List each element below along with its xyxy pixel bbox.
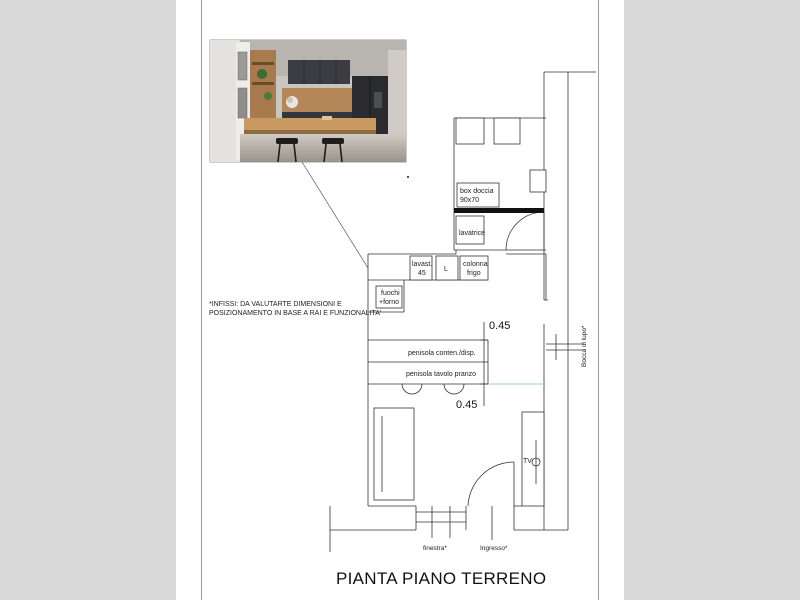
- note-line-2: POSIZIONAMENTO IN BASE A RAI E FUNZIONALITA': [209, 310, 382, 317]
- label-lavatrice: lavatrice: [459, 230, 486, 237]
- label-lavastoviglie: lavast.: [412, 261, 433, 268]
- label-ingresso: Ingresso*: [480, 545, 508, 552]
- dimension-top: 0.45: [489, 320, 511, 332]
- note-line-1: *INFISSI: DA VALUTARTE DIMENSIONI E: [209, 301, 342, 308]
- drawing-title: PIANTA PIANO TERRENO: [336, 569, 547, 588]
- label-penisola-tavolo: penisola tavolo pranzo: [406, 371, 477, 378]
- dimension-bottom: 0.45: [456, 399, 478, 411]
- label-lavastoviglie-size: 45: [418, 270, 426, 277]
- label-box-doccia-size: 90x70: [460, 197, 480, 204]
- label-sink: L: [444, 266, 448, 273]
- label-fuochi: fuochi: [381, 290, 400, 297]
- label-tv: TV: [523, 458, 532, 465]
- label-finestra: finestra*: [423, 545, 447, 552]
- label-colonna: colonna: [463, 261, 488, 268]
- label-frigo: frigo: [467, 270, 481, 277]
- label-forno: +forno: [379, 299, 400, 306]
- label-penisola-contenitore: penisola conten./disp.: [408, 350, 476, 357]
- label-box-doccia: box doccia: [460, 188, 494, 195]
- label-bocca-di-lupo: Bocca di lupo*: [581, 325, 588, 367]
